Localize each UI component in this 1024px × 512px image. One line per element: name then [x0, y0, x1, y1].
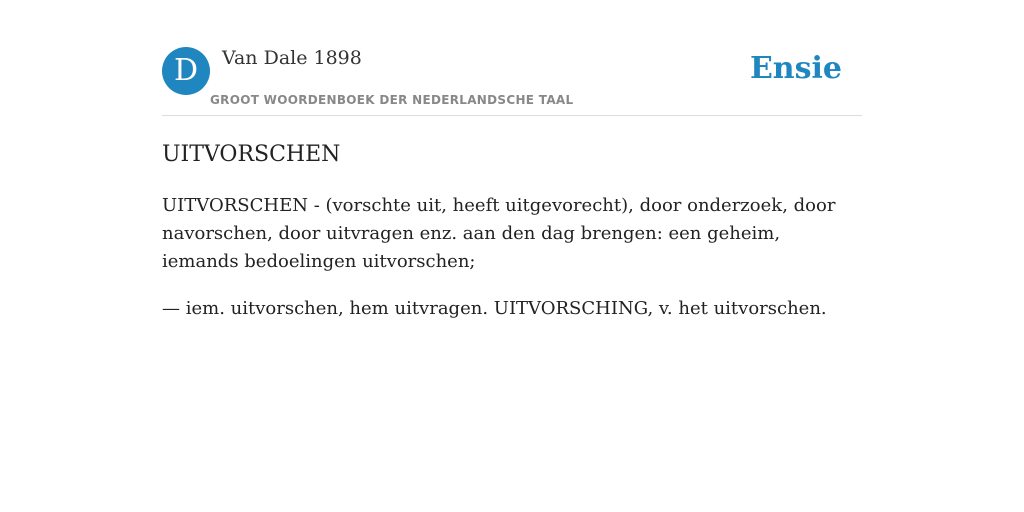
entry-content: [162, 140, 862, 323]
entry-definition-extra: — iem. uitvorschen, hem uitvragen. UITVORSCHING, v. het uitvorschen.: [162, 298, 827, 319]
entry-definition: UITVORSCHEN - (vorschte uit, heeft uitgevorecht), door onderzoek, door navorschen, door uitvragen enz. aan den dag brengen: een geheim, iemands bedoelingen uitvorschen;: [162, 195, 836, 272]
dictionary-title[interactable]: Van Dale 1898: [222, 47, 362, 69]
dictionary-header: [162, 46, 862, 116]
dictionary-logo[interactable]: D: [162, 47, 210, 95]
ensie-logo[interactable]: Ensie: [749, 51, 842, 86]
entry-title: UITVORSCHEN: [162, 142, 341, 167]
dictionary-subtitle: GROOT WOORDENBOEK DER NEDERLANDSCHE TAAL: [210, 93, 574, 107]
